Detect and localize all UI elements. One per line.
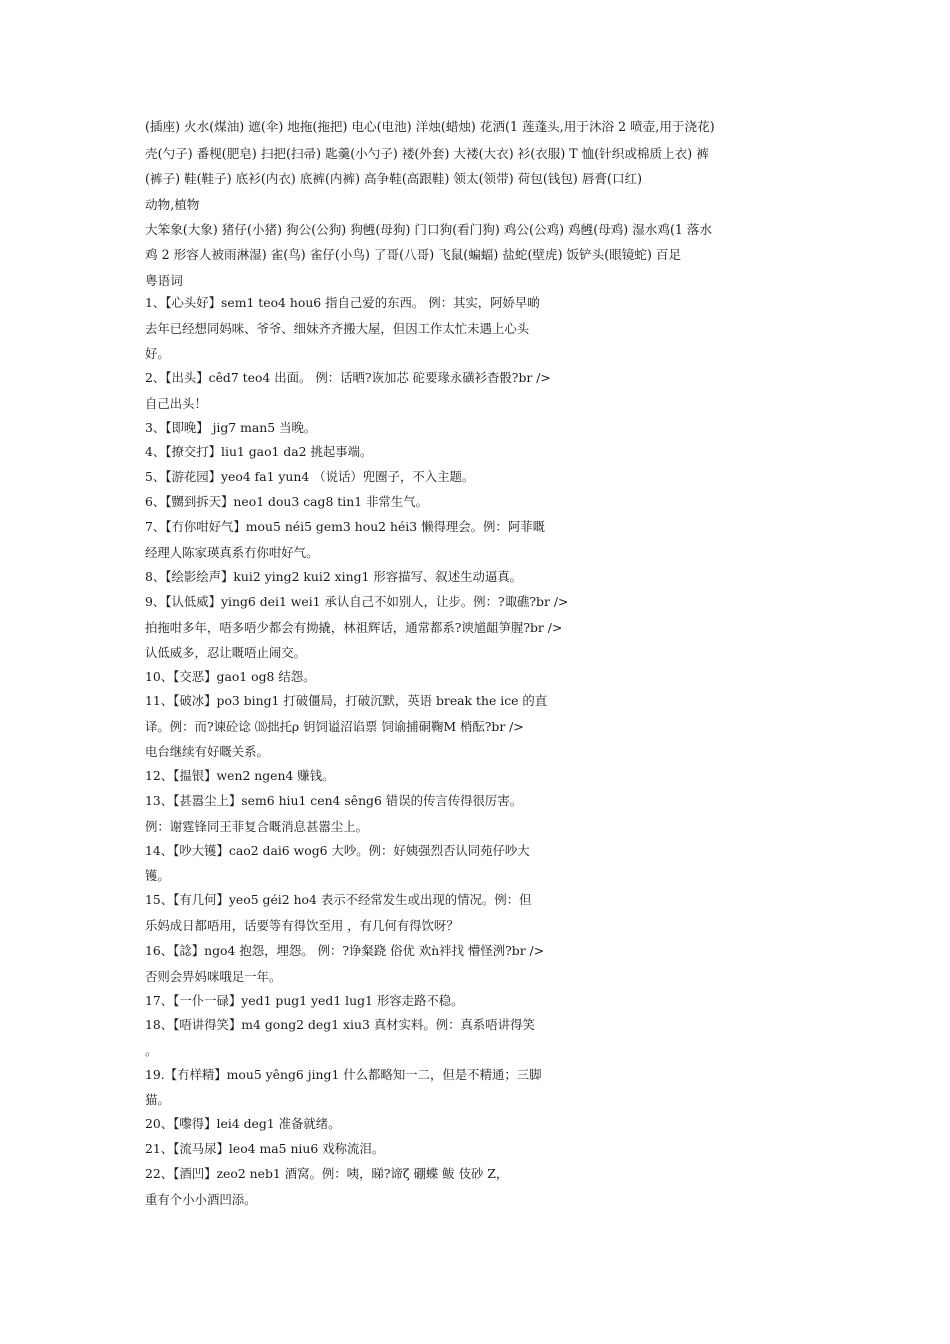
paragraph-line: (插座) 火水(煤油) 遮(伞) 地拖(拖把) 电心(电池) 洋烛(蜡烛) 花洒(1 莲蓬头,用于沐浴 2 喷壶,用于浇花): [145, 119, 715, 134]
glossary-entry-line: 1、【心头好】sem1 teo4 hou6 指自己爱的东西。 例：其实，阿娇早啲: [145, 295, 540, 310]
glossary-entry-line: 去年已经想同妈咪、爷爷、细妹齐齐搬大屋，但因工作太忙未遇上心头: [145, 321, 530, 336]
glossary-entry-line: 18、【唔讲得笑】m4 gong2 deg1 xiu3 真材实料。例：真系唔讲得笑: [145, 1017, 535, 1032]
glossary-entry-line: 9、【认低威】ying6 dei1 wei1 承认自己不如别人，让步。例：?诹礁?br />: [145, 594, 569, 609]
glossary-entry-line: 17、【一仆一碌】yed1 pug1 yed1 lug1 形容走路不稳。: [145, 993, 464, 1008]
glossary-entry-line: 3、【即晚】 jig7 man5 当晚。: [145, 420, 317, 435]
glossary-entry-line: 认低威多，忍让嘅唔止闹交。: [145, 645, 307, 660]
glossary-entry-line: 好。: [145, 346, 170, 361]
glossary-entry-line: 镬。: [145, 868, 170, 883]
glossary-entry-line: 4、【撩交打】liu1 gao1 da2 挑起事端。: [145, 444, 373, 459]
paragraph-line: 鸡 2 形容人被雨淋湿) 雀(鸟) 雀仔(小鸟) 了哥(八哥) 飞鼠(蝙蝠) 盐蛇(壁虎) 饭铲头(眼镜蛇) 百足: [145, 247, 682, 262]
glossary-entry-line: 5、【游花园】yeo4 fa1 yun4 （说话）兜圈子，不入主题。: [145, 469, 475, 484]
paragraph-line: 壳(勺子) 番枧(肥皂) 扫把(扫帚) 匙羹(小勺子) 褛(外套) 大褛(大衣) 衫(衣服) T 恤(针织或棉质上衣) 裤: [145, 146, 709, 161]
glossary-entry-line: 21、【流马尿】leo4 ma5 niu6 戏称流泪。: [145, 1141, 385, 1156]
glossary-entry-line: 15、【有几何】yeo5 géi2 ho4 表示不经常发生或出现的情况。例：但: [145, 892, 532, 907]
glossary-entry-line: 19.【冇样精】mou5 yêng6 jing1 什么都略知一二，但是不精通；三脚: [145, 1067, 542, 1082]
glossary-entry-line: 猫。: [145, 1092, 170, 1107]
glossary-entry-line: 译。例：而?谏砼谂 ⒅拙托ρ 钥饲谥沼谄票 饲谕捕硐鞠M 梢酝?br />: [145, 719, 524, 734]
glossary-entry-line: 16、【諗】ngo4 抱怨，埋怨。 例：?诤粲跷 俗优 欢ǹ袢找 懵怪洌?br />: [145, 943, 545, 958]
paragraph-line: (裤子) 鞋(鞋子) 底衫(内衣) 底裤(内裤) 高争鞋(高跟鞋) 领太(领带) 荷包(钱包) 唇膏(口红): [145, 171, 643, 186]
glossary-entry-line: 6、【嬲到拆天】neo1 dou3 cag8 tin1 非常生气。: [145, 494, 428, 509]
paragraph-line: 大笨象(大象) 猪仔(小猪) 狗公(公狗) 狗乸(母狗) 门口狗(看门狗) 鸡公(公鸡) 鸡乸(母鸡) 湿水鸡(1 落水: [145, 222, 713, 237]
glossary-entry-line: 乐妈成日都唔用，话要等有得饮至用 ，有几何有得饮呀？: [145, 918, 459, 933]
glossary-entry-line: 7、【冇你咁好气】mou5 néi5 gem3 hou2 héi3 懒得理会。例：阿菲嘅: [145, 519, 545, 534]
glossary-entry-line: 经理人陈家瑛真系冇你咁好气。: [145, 545, 319, 560]
glossary-entry-line: 2、【出头】cêd7 teo4 出面。 例：话晒?诙加芯 砣要瑑永磺衫杳骰?br />: [145, 370, 551, 385]
glossary-entry-line: 重有个小小酒凹添。: [145, 1192, 257, 1207]
glossary-entry-line: 例：谢霆锋同王菲复合嘅消息甚嚣尘上。: [145, 819, 369, 834]
glossary-entry-line: 22、【酒凹】zeo2 neb1 酒窝。例：咦，睇?谛ζ 硼蝶 鲅 伎砂 Z，: [145, 1166, 509, 1181]
glossary-entry-line: 12、【揾银】wen2 ngen4 赚钱。: [145, 768, 335, 783]
glossary-entry-line: 自己出头！: [145, 396, 207, 411]
glossary-entry-line: 8、【绘影绘声】kui2 ying2 kui2 xing1 形容描写、叙述生动逼真。: [145, 569, 523, 584]
glossary-entry-line: 14、【吵大镬】cao2 dai6 wog6 大吵。例：好姨强烈否认同苑仔吵大: [145, 843, 530, 858]
paragraph-line: 动物,植物: [145, 197, 200, 212]
glossary-entry-line: 拍拖咁多年，唔多唔少都会有拗撬，林祖辉话，通常都系?谀馗龃笋腥?br />: [145, 620, 563, 635]
glossary-entry-line: 电台继续有好嘅关系。: [145, 744, 269, 759]
glossary-entry-line: 20、【嚟得】lei4 deg1 准备就绪。: [145, 1116, 341, 1131]
glossary-entry-line: 。: [145, 1043, 158, 1058]
glossary-entry-line: 11、【破冰】po3 bing1 打破僵局，打破沉默，英语 break the ice 的直: [145, 693, 548, 708]
glossary-entry-line: 13、【甚嚣尘上】sem6 hiu1 cen4 sêng6 错误的传言传得很厉害。: [145, 793, 523, 808]
paragraph-line: 粤语词: [145, 273, 183, 288]
glossary-entry-line: 10、【交恶】gao1 og8 结怨。: [145, 669, 316, 684]
glossary-entry-line: 否则会畀妈咪哦足一年。: [145, 969, 282, 984]
